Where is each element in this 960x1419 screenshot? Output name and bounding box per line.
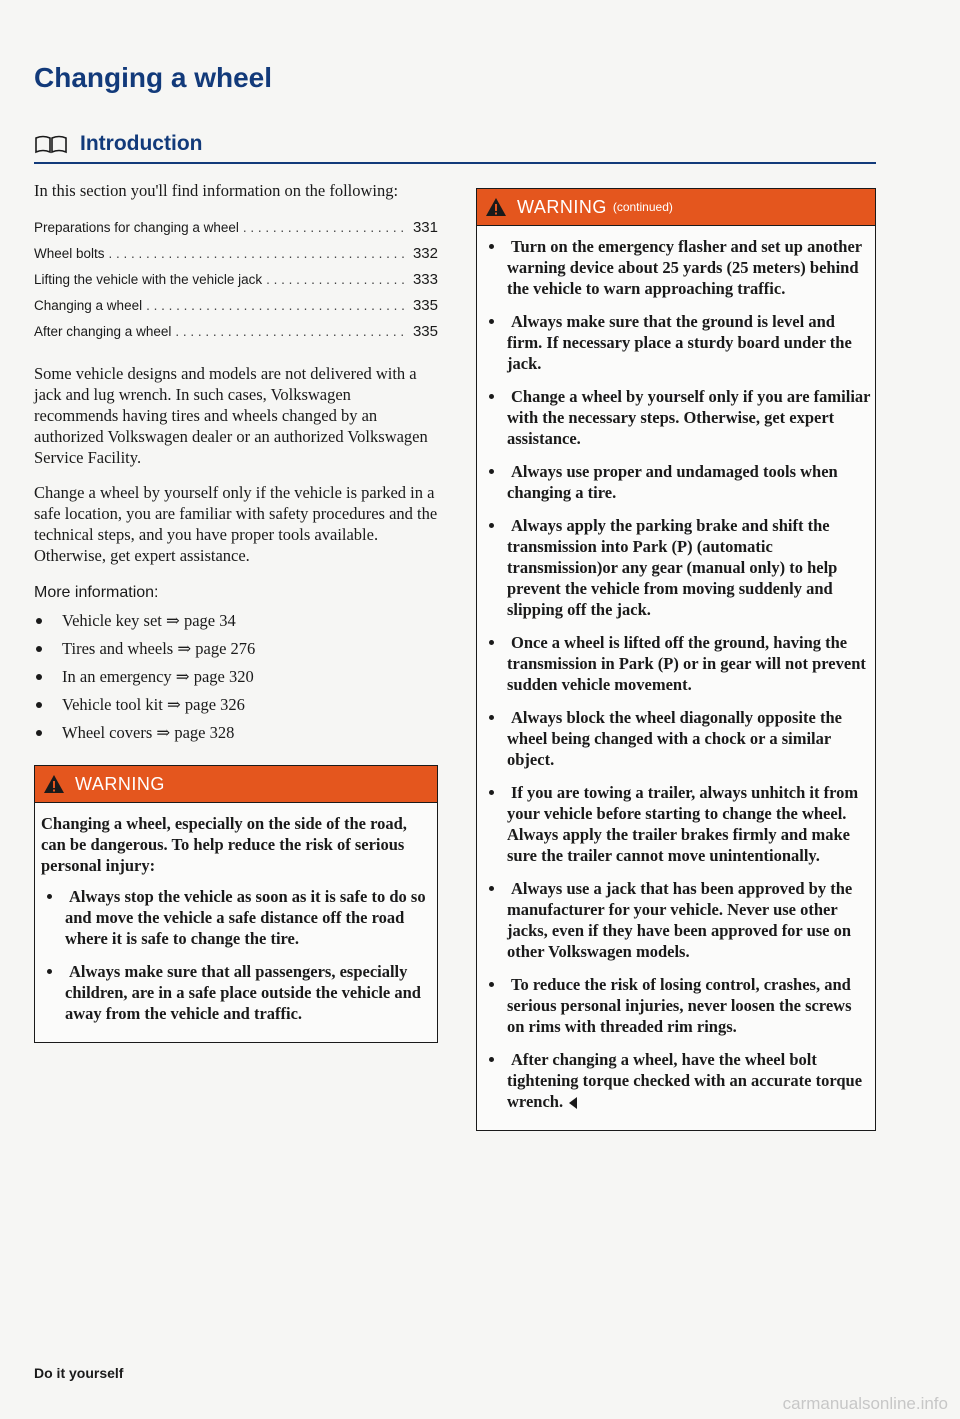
toc-item-label: After changing a wheel	[34, 324, 172, 339]
warning-body	[477, 226, 875, 1130]
toc-item-page: 332	[412, 245, 438, 262]
warning-header	[35, 766, 437, 803]
warning-item: Once a wheel is lifted off the ground, having the transmission in Park (P) or in gear will not prevent sudden vehicle movement.	[483, 632, 871, 695]
warning-item: If you are towing a trailer, always unhitch it from your vehicle before starting to change the wheel. Always apply the trailer brakes firmly and make sure the trailer cannot move unintentionally.	[483, 782, 871, 866]
toc-item[interactable]	[34, 241, 438, 267]
warning-item: Always make sure that all passengers, especially children, are in a safe place outside the vehicle and away from the vehicle and traffic.	[41, 961, 433, 1024]
warning-box	[34, 765, 438, 1043]
warning-list	[483, 236, 871, 1112]
toc-leader	[146, 293, 409, 319]
warning-title: WARNING	[517, 196, 607, 217]
toc-item[interactable]	[34, 215, 438, 241]
more-info-link[interactable]: In an emergency ⇒ page 320	[34, 666, 438, 687]
end-marker-icon	[569, 1097, 577, 1109]
paragraph: Some vehicle designs and models are not delivered with a jack and lug wrench. In such cases, Volkswagen recommends having tires and wheels changed by an authorized Volkswagen dealer or an authorized Volkswagen Service Facility.	[34, 364, 428, 467]
toc-leader	[266, 267, 409, 293]
warning-triangle-icon	[485, 197, 507, 217]
warning-list	[41, 886, 433, 1024]
warning-item: Turn on the emergency flasher and set up another warning device about 25 yards (25 meters) behind the vehicle to warn approaching traffic.	[483, 236, 871, 299]
warning-triangle-icon	[43, 774, 65, 794]
warning-item-text: After changing a wheel, have the wheel bolt tightening torque checked with an accurate torque wrench.	[507, 1050, 863, 1111]
toc-item-page: 335	[412, 297, 438, 314]
paragraph: Change a wheel by yourself only if the vehicle is parked in a safe location, you are familiar with safety procedures and the technical steps, and you have proper tools available. Otherwise, get expert assistance.	[34, 483, 438, 565]
more-info-list	[34, 610, 438, 743]
warning-item: Always use a jack that has been approved by the manufacturer for your vehicle. Never use other jacks, even if they have been approved for use on other Volkswagen models.	[483, 878, 871, 962]
warning-title: WARNING	[75, 773, 165, 794]
more-info-link[interactable]: Vehicle tool kit ⇒ page 326	[34, 694, 438, 715]
book-icon	[34, 134, 68, 154]
toc-leader	[109, 241, 409, 267]
warning-item: Always block the wheel diagonally opposite the wheel being changed with a chock or a similar object.	[483, 707, 871, 770]
left-column	[34, 180, 438, 1043]
toc-item-label: Wheel bolts	[34, 246, 105, 261]
more-info-heading: More information:	[34, 584, 159, 601]
toc-item-label: Changing a wheel	[34, 298, 143, 313]
more-info-link[interactable]: Tires and wheels ⇒ page 276	[34, 638, 438, 659]
toc-item-page: 335	[412, 323, 438, 340]
warning-box-continued	[476, 188, 876, 1131]
more-info-link[interactable]: Vehicle key set ⇒ page 34	[34, 610, 438, 631]
warning-item: Change a wheel by yourself only if you are familiar with the necessary steps. Otherwise, get expert assistance.	[483, 386, 871, 449]
section-header	[34, 132, 876, 164]
intro-text: In this section you'll find information on the following:	[34, 181, 399, 200]
section-title: Introduction	[80, 132, 203, 155]
toc-item[interactable]	[34, 293, 438, 319]
toc-leader	[175, 319, 409, 345]
right-column	[476, 188, 876, 1131]
toc-item[interactable]	[34, 267, 438, 293]
warning-item: Always apply the parking brake and shift the transmission into Park (P) (automatic transmission)or any gear (manual only) to help prevent the vehicle from moving suddenly and slipping off the jack.	[483, 515, 871, 620]
warning-item-last	[483, 1049, 871, 1112]
warning-item: Always use proper and undamaged tools when changing a tire.	[483, 461, 871, 503]
warning-body	[35, 803, 437, 1042]
toc-item[interactable]	[34, 319, 438, 345]
warning-lead: Changing a wheel, especially on the side of the road, can be dangerous. To help reduce the risk of serious personal injury:	[41, 814, 407, 875]
toc-item-label: Preparations for changing a wheel	[34, 220, 239, 235]
warning-item: To reduce the risk of losing control, crashes, and serious personal injuries, never loosen the screws on rims with threaded rim rings.	[483, 974, 871, 1037]
toc-item-page: 333	[412, 271, 438, 288]
warning-item: Always make sure that the ground is level and firm. If necessary place a sturdy board under the jack.	[483, 311, 871, 374]
toc-item-label: Lifting the vehicle with the vehicle jack	[34, 272, 263, 287]
warning-item: Always stop the vehicle as soon as it is safe to do so and move the vehicle a safe distance off the road where it is safe to change the tire.	[41, 886, 433, 949]
warning-header	[477, 189, 875, 226]
chapter-title: Changing a wheel	[34, 62, 273, 93]
watermark: carmanualsonline.info	[782, 1394, 948, 1413]
footer-section-label: Do it yourself	[34, 1365, 124, 1381]
toc-list	[34, 215, 438, 345]
toc-item-page: 331	[412, 219, 438, 236]
more-info-link[interactable]: Wheel covers ⇒ page 328	[34, 722, 438, 743]
toc-leader	[243, 215, 409, 241]
warning-continued-label: (continued)	[612, 200, 673, 214]
